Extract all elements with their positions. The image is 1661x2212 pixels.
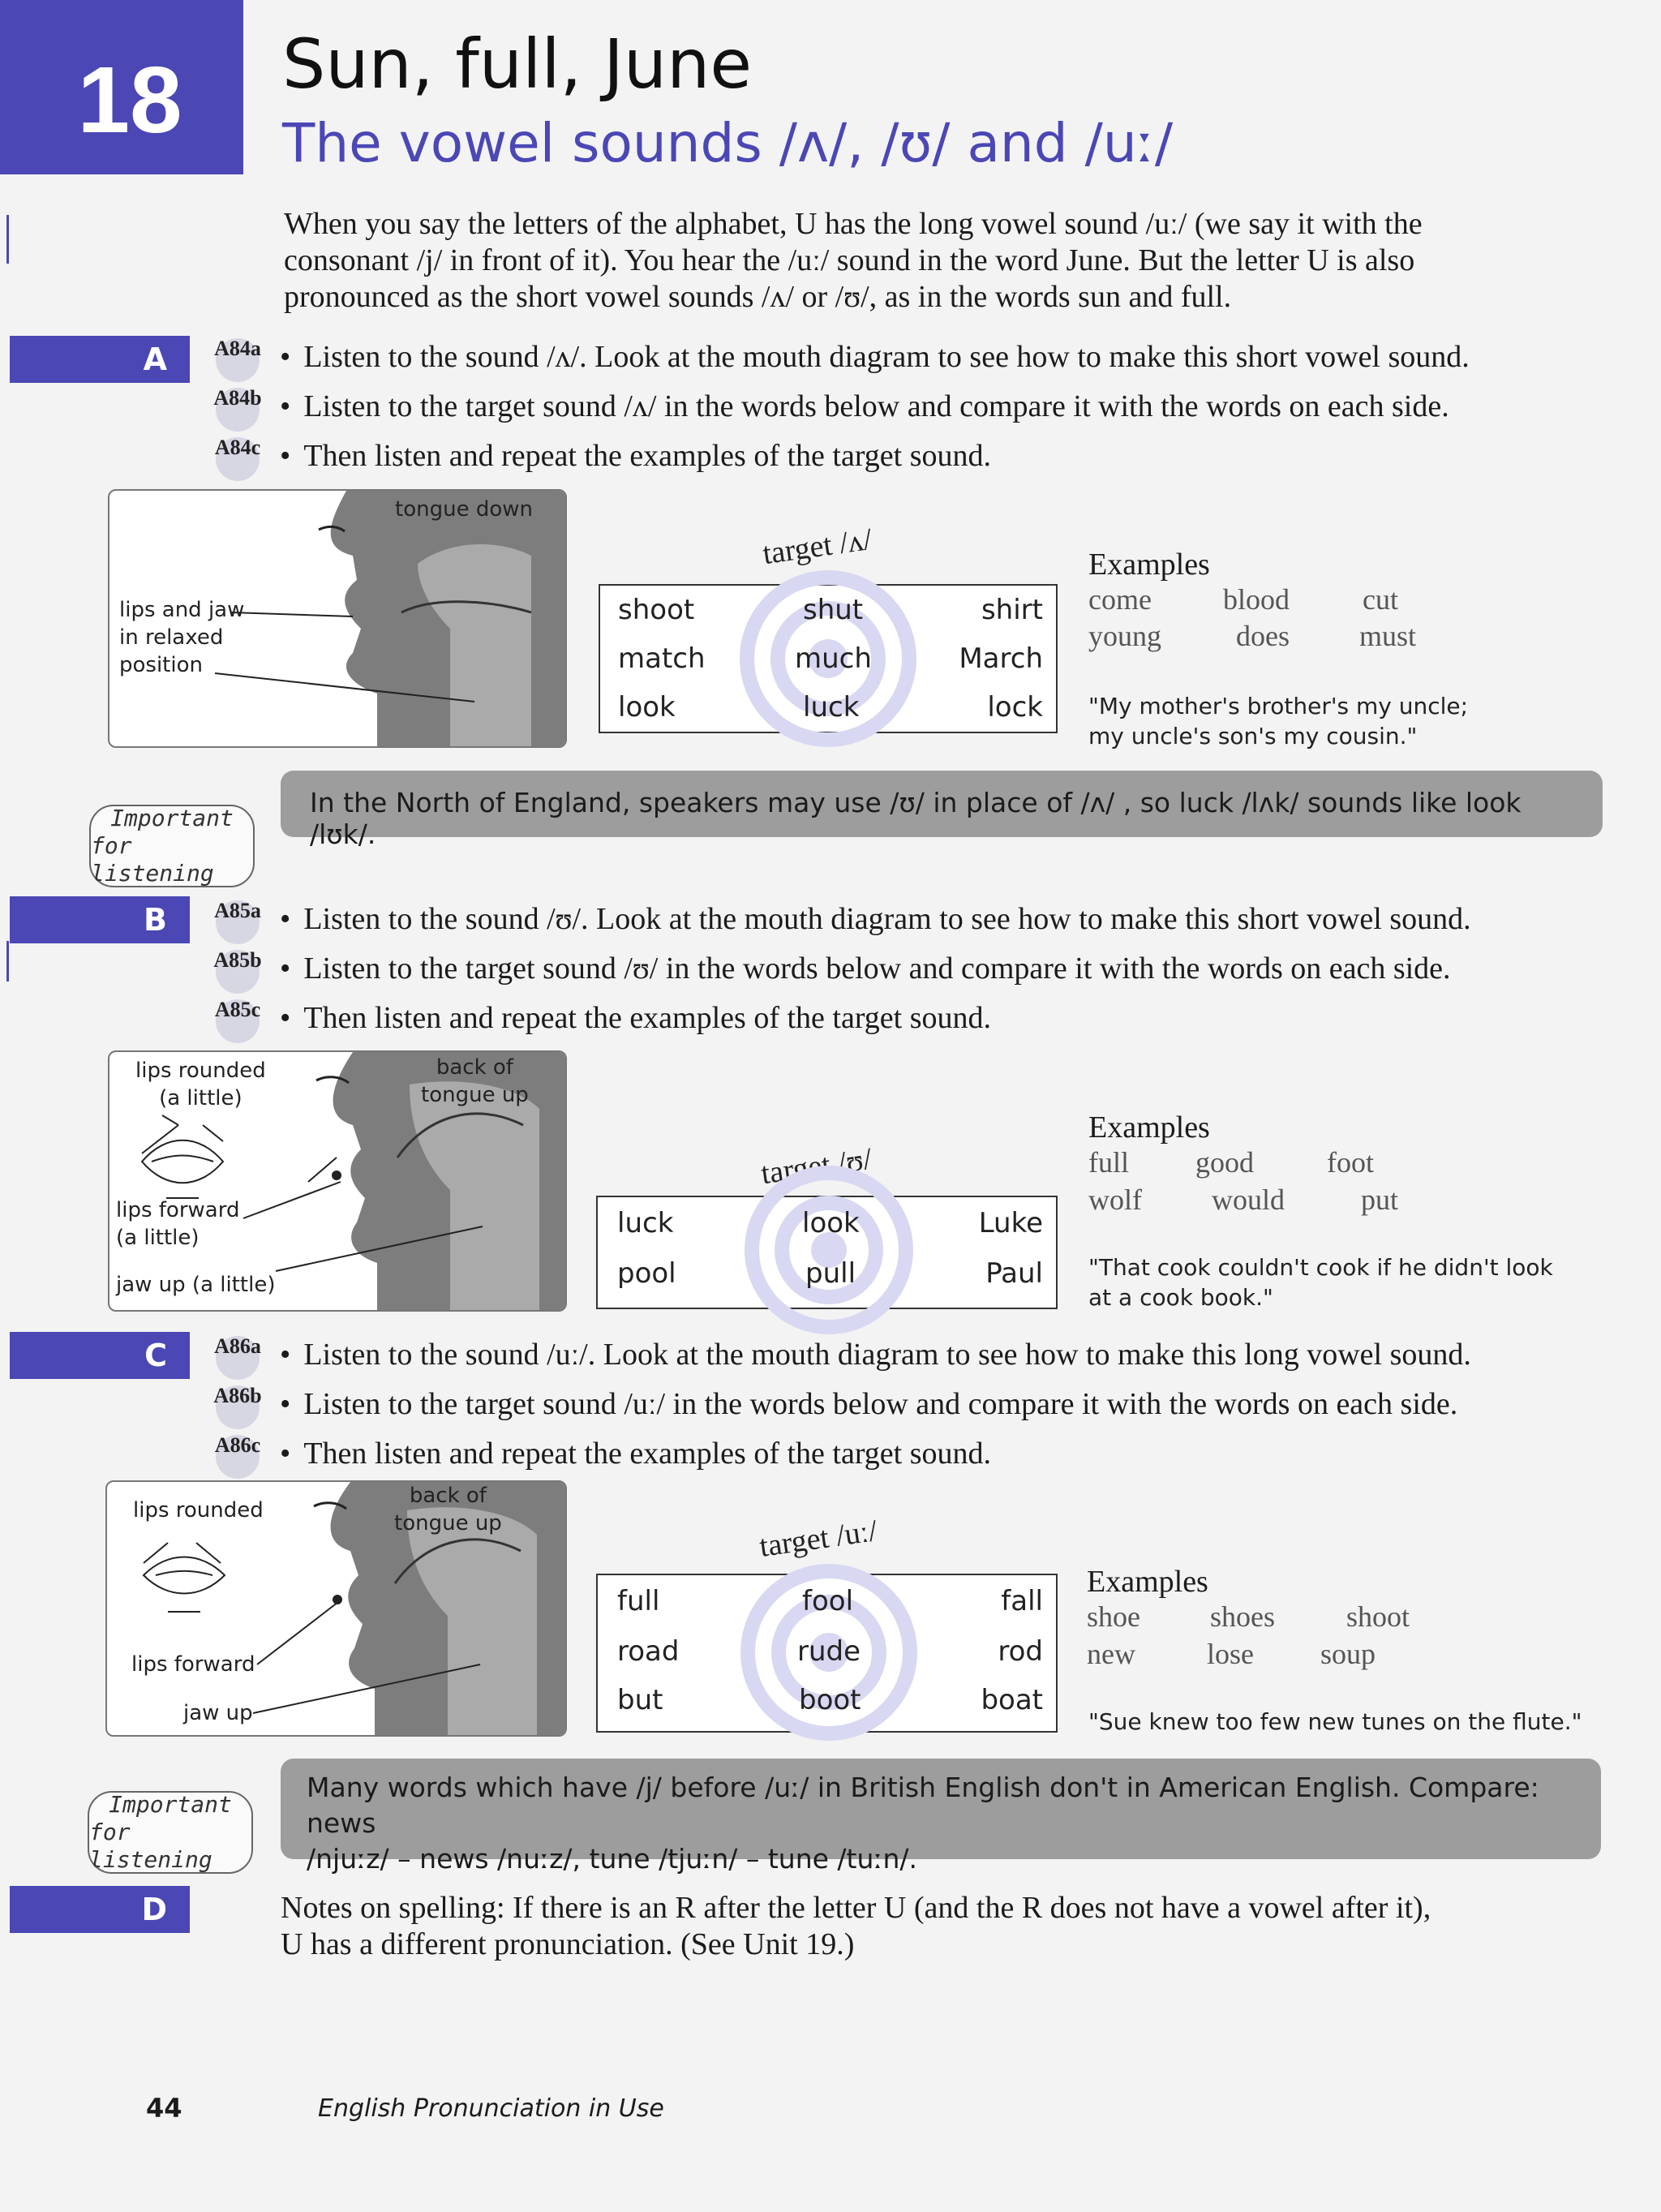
example-quote: "My mother's brother's my uncle; my uncle's son's my cousin." <box>1088 693 1469 750</box>
example-word: young <box>1088 620 1161 652</box>
page-title: Sun, full, June <box>282 24 753 104</box>
lips-rounded-label: lips rounded <box>133 1498 264 1523</box>
example-word: soup <box>1320 1638 1376 1670</box>
word-table-a <box>599 584 1058 733</box>
audio-track-icon[interactable]: A86c <box>211 1433 264 1472</box>
audio-track-icon[interactable]: A86a <box>211 1334 264 1373</box>
instruction-bullet: • Listen to the sound /ʊ/. Look at the mouth diagram to see how to make this short vowel sound. <box>280 901 1471 937</box>
word-cell: boot <box>799 1684 861 1716</box>
important-for-listening-badge: Important for listening <box>89 805 255 887</box>
target-label: target /ʌ/ <box>760 522 874 572</box>
examples-heading: Examples <box>1088 548 1210 582</box>
example-word: would <box>1212 1183 1285 1216</box>
word-cell: but <box>617 1684 663 1716</box>
instruction-bullet: • Listen to the sound /uː/. Look at the mouth diagram to see how to make this long vowel sound. <box>280 1337 1471 1372</box>
example-word: new <box>1087 1638 1135 1670</box>
word-cell: road <box>617 1635 680 1668</box>
margin-rule <box>6 941 9 981</box>
spelling-note: Notes on spelling: If there is an R after the letter U (and the R does not have a vowel after it), U has a different pronunciation. (See Unit 19.) <box>281 1891 1431 1961</box>
example-word: shoot <box>1346 1600 1410 1633</box>
audio-track-icon[interactable]: A84c <box>211 436 264 475</box>
instruction-bullet: • Listen to the target sound /ʌ/ in the words below and compare it with the words on each side. <box>280 389 1449 424</box>
word-cell: luck <box>803 691 860 724</box>
target-label: target /uː/ <box>757 1514 880 1564</box>
example-word: must <box>1359 620 1417 652</box>
audio-track-icon[interactable]: A85a <box>211 899 264 938</box>
mouth-diagram-b <box>108 1050 567 1312</box>
section-c-label: C <box>10 1332 190 1379</box>
example-word: good <box>1195 1146 1254 1179</box>
word-table-c <box>596 1574 1058 1733</box>
lips-rounded-label: lips rounded (a little) <box>135 1059 266 1110</box>
intro-line: When you say the letters of the alphabet, U has the long vowel sound /uː/ (we say it with the <box>284 207 1423 241</box>
word-cell: shoot <box>618 594 695 626</box>
margin-rule <box>6 215 9 264</box>
word-cell: March <box>959 642 1043 675</box>
audio-track-icon[interactable]: A85b <box>211 948 264 987</box>
word-cell: pool <box>617 1257 676 1290</box>
audio-track-icon[interactable]: A86b <box>211 1384 264 1423</box>
example-word: cut <box>1363 583 1398 616</box>
note-box-c: Many words which have /j/ before /uː/ in British English don't in American English. Compare: news /njuːz/ – news /nuːz/, tune /tjuːn/ – tune /tuːn/. <box>281 1759 1601 1859</box>
note-box-a: In the North of England, speakers may use /ʊ/ in place of /ʌ/ , so luck /lʌk/ sounds like look /lʊk/. <box>281 771 1603 837</box>
mouth-diagram-a <box>108 489 567 748</box>
word-cell: fool <box>802 1585 854 1617</box>
instruction-bullet: • Then listen and repeat the examples of the target sound. <box>280 438 991 474</box>
jaw-up-label: jaw up <box>183 1701 253 1725</box>
word-cell: look <box>802 1207 860 1239</box>
word-cell: look <box>618 691 676 724</box>
audio-track-icon[interactable]: A84a <box>211 337 264 376</box>
example-word: foot <box>1327 1146 1374 1179</box>
instruction-bullet: • Listen to the target sound /uː/ in the words below and compare it with the words on each side. <box>280 1386 1457 1422</box>
word-cell: match <box>618 642 706 675</box>
example-word: does <box>1236 620 1290 652</box>
example-word: wolf <box>1088 1183 1142 1216</box>
lips-forward-label: lips forward <box>131 1652 255 1677</box>
back-of-tongue-label: back of tongue up <box>394 1484 502 1536</box>
jaw-up-label: jaw up (a little) <box>116 1273 276 1297</box>
word-cell: shirt <box>981 594 1043 626</box>
page-number: 44 <box>146 2093 182 2124</box>
target-rings-icon <box>744 1165 914 1335</box>
example-word: blood <box>1223 583 1290 616</box>
example-word: shoe <box>1087 1600 1140 1633</box>
instruction-bullet: • Then listen and repeat the examples of the target sound. <box>280 1436 991 1471</box>
word-cell: boat <box>981 1684 1043 1716</box>
word-cell: luck <box>617 1207 674 1239</box>
audio-track-icon[interactable]: A85c <box>211 998 264 1037</box>
word-table-b <box>596 1196 1058 1309</box>
examples-heading: Examples <box>1088 1110 1210 1145</box>
instruction-bullet: • Listen to the sound /ʌ/. Look at the mouth diagram to see how to make this short vowel sound. <box>280 339 1470 375</box>
instruction-bullet: • Then listen and repeat the examples of the target sound. <box>280 1000 991 1036</box>
intro-paragraph <box>284 206 1423 316</box>
unit-number: 18 <box>77 46 182 152</box>
example-word: full <box>1088 1146 1129 1179</box>
book-title: English Pronunciation in Use <box>318 2094 664 2123</box>
example-word: lose <box>1207 1638 1254 1670</box>
audio-track-icon[interactable]: A84b <box>211 386 264 425</box>
example-quote: "Sue knew too few new tunes on the flute." <box>1088 1708 1582 1735</box>
target-label: target /ʊ/ <box>758 1141 874 1192</box>
lips-forward-label: lips forward (a little) <box>116 1198 240 1250</box>
word-cell: much <box>795 642 872 675</box>
word-cell: pull <box>805 1257 856 1290</box>
example-word: come <box>1088 583 1152 616</box>
tongue-down-label: tongue down <box>395 497 533 522</box>
word-cell: rod <box>998 1635 1043 1668</box>
word-cell: lock <box>987 691 1043 724</box>
word-cell: Luke <box>978 1207 1043 1239</box>
word-cell: shut <box>803 594 864 626</box>
example-word: shoes <box>1210 1600 1275 1633</box>
word-cell: rude <box>797 1635 861 1668</box>
word-cell: full <box>617 1585 660 1617</box>
back-of-tongue-label: back of tongue up <box>421 1055 529 1107</box>
intro-line: consonant /j/ in front of it). You hear the /uː/ sound in the word June. But the letter U is also <box>284 243 1415 277</box>
instruction-bullet: • Listen to the target sound /ʊ/ in the words below and compare it with the words on each side. <box>280 951 1451 986</box>
section-d-label: D <box>10 1886 190 1933</box>
page-subtitle: The vowel sounds /ʌ/, /ʊ/ and /uː/ <box>282 112 1174 174</box>
mouth-diagram-c <box>105 1480 567 1737</box>
intro-line: pronounced as the short vowel sounds /ʌ/ or /ʊ/, as in the words sun and full. <box>284 280 1232 314</box>
examples-heading: Examples <box>1087 1565 1208 1599</box>
important-for-listening-badge: Important for listening <box>88 1791 253 1874</box>
word-cell: fall <box>1001 1585 1043 1617</box>
example-quote: "That cook couldn't cook if he didn't look at a cook book." <box>1088 1254 1553 1311</box>
section-a-label: A <box>10 336 190 383</box>
lips-jaw-label: lips and jaw in relaxed position <box>119 598 245 677</box>
unit-number-box <box>0 0 243 174</box>
section-b-label: B <box>10 896 190 943</box>
word-cell: Paul <box>985 1257 1043 1290</box>
example-word: put <box>1361 1183 1399 1216</box>
